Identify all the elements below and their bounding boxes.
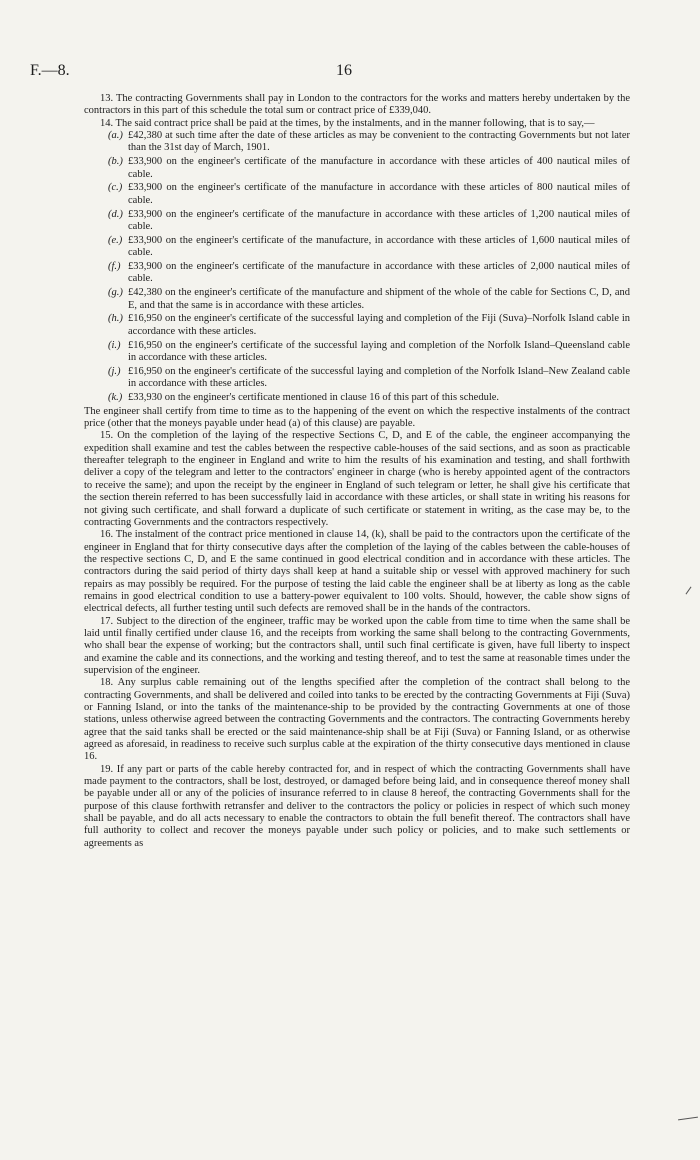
clause-14-intro: 14. The said contract price shall be paid at the times, by the instalments, and in the manner following, that is to say,— <box>100 117 595 129</box>
clause-13: 13. The contracting Governments shall pay in London to the contractors for the works and matters hereby undertaken by the contractors in this part of this schedule the total sum or contract price of £339,040. <box>84 93 630 117</box>
instalment-label: (d.) <box>108 208 123 220</box>
instalment-label: (j.) <box>108 365 121 377</box>
instalment-label: (g.) <box>108 287 123 299</box>
instalment-item <box>84 156 630 181</box>
instalment-item <box>84 235 630 260</box>
instalment-text: £33,900 on the engineer's certificate of the manufacture in accordance with these articles of 1,200 nautical miles of cable. <box>128 208 630 232</box>
instalment-item <box>84 313 630 338</box>
instalment-label: (e.) <box>108 234 123 246</box>
margin-mark <box>686 587 692 595</box>
instalment-label: (f.) <box>108 260 121 272</box>
clause-17: 17. Subject to the direction of the engineer, traffic may be worked upon the cable from time to time when the same shall be laid until finally certified under clause 16, and the receipts from working the same shall belong to the contracting Governments, who shall bear the expense of working; but the contractors shall, until such final certificate is given, have full liberty to inspect and examine the cable and its connections, and the working and testing thereof, and to test the same at reasonable times under the supervision of the engineer. <box>84 615 630 676</box>
instalment-text: £33,900 on the engineer's certificate of the manufacture in accordance with these articles of 400 nautical miles of cable. <box>128 156 630 180</box>
instalment-item <box>84 261 630 286</box>
instalment-label: (c.) <box>108 182 123 194</box>
instalment-item <box>84 392 630 404</box>
instalment-text: £16,950 on the engineer's certificate of the successful laying and completion of the Fiji (Suva)–Norfolk Island cable in accordance with these articles. <box>128 313 630 337</box>
instalment-label: (a.) <box>108 130 123 142</box>
instalment-text: £33,900 on the engineer's certificate of the manufacture in accordance with these articles of 2,000 nautical miles of cable. <box>128 260 630 285</box>
clause-15: 15. On the completion of the laying of the respective Sections C, D, and E of the cable, the engineer accompanying the expedition shall examine and test the cables between the respective cable-houses of the said sections, and as soon as practicable thereafter telegraph to the engineer in England and write to him the results of his examination and testing, and shall forthwith deliver a copy of the telegram and letter to the contractors' engineer in charge (who is hereby appointed agent of the contractors to receive the same); and upon the receipt by the engineer in England of such telegram or letter, he shall give his certificate that the section therein referred to has been successfully laid in accordance with these articles, or shall state in writing his reasons for not giving such certificate, and shall forward a duplicate of such certificate or statement in writing, as the case may be, to the contracting Governments and the contractors respectively. <box>84 430 630 528</box>
page-number: 16 <box>336 62 352 79</box>
clause-16: 16. The instalment of the contract price mentioned in clause 14, (k), shall be paid to the contractors upon the certificate of the engineer in England that for thirty consecutive days after the completion of the laying of the cables between the cable-houses of the respective sections C, D, and E the same continued in good electrical condition and in accordance with these articles. The contractors during the said period of thirty days shall keep at hand a suitable ship or vessel with approved machinery for such repairs as may possibly be required. For the purpose of testing the laid cable the engineer shall be at liberty as long as the cable remains in good electrical condition to use a battery-power equivalent to 100 volts. Should, however, the cable show signs of electrical defects, all further testing until such defects are removed shall be in the hands of the contractors. <box>84 529 630 615</box>
instalment-text: £42,380 on the engineer's certificate of the manufacture and shipment of the whole of the cable for Sections C, D, and E, and that the same is in accordance with these articles. <box>128 287 630 311</box>
instalment-label: (b.) <box>108 156 123 168</box>
instalment-item <box>84 209 630 234</box>
document-body <box>84 93 630 850</box>
clause-19: 19. If any part or parts of the cable hereby contracted for, and in respect of which the contracting Governments shall have made payment to the contractors, shall be lost, destroyed, or damaged before being laid, and in consequence thereof money shall be payable under all or any of the policies of insurance referred to in clause 8 hereof, the contracting Governments shall for the purpose of this clause forthwith retransfer and deliver to the contractors the policy or policies in respect of which such money shall be payable, and do all acts necessary to enable the contractors to obtain the full benefit thereof. The contractors shall have full authority to collect and recover the moneys payable under such policy or policies, and to make such settlements or agreements as <box>84 763 630 849</box>
instalment-item <box>84 182 630 207</box>
instalment-text: £16,950 on the engineer's certificate of the successful laying and completion of the Norfolk Island–New Zealand cable in accordance with these articles. <box>128 365 630 390</box>
instalment-text: £42,380 at such time after the date of these articles as may be convenient to the contracting Governments but not later than the 31st day of March, 1901. <box>128 130 630 154</box>
instalment-text: £33,900 on the engineer's certificate of the manufacture, in accordance with these articles of 1,600 nautical miles of cable. <box>128 234 630 259</box>
instalment-text: £16,950 on the engineer's certificate of the successful laying and completion of the Norfolk Island–Queensland cable in accordance with these articles. <box>128 339 630 363</box>
instalment-text: £33,930 on the engineer's certificate mentioned in clause 16 of this part of this schedule. <box>128 391 500 403</box>
margin-mark <box>678 1117 698 1121</box>
instalment-label: (h.) <box>108 313 123 325</box>
instalment-list <box>84 130 630 404</box>
document-reference: F.—8. <box>30 62 70 79</box>
instalment-item <box>84 130 630 155</box>
instalment-item <box>84 340 630 365</box>
clause-18: 18. Any surplus cable remaining out of the lengths specified after the completion of the contract shall belong to the contracting Governments, and shall be delivered and coiled into tanks to be erected by the contracting Governments at Fiji (Suva) or Fanning Island, or into the tanks of the maintenance-ship to be provided by the contracting Governments at one of those stations, unless otherwise agreed between the contracting Governments and the contractors. The contracting Governments hereby agree that the said tanks shall be erected or the said maintenance-ship shall be at Fiji (Suva) or Fanning Island, or as otherwise agreed as aforesaid, in readiness to receive such surplus cable at the expiration of the thirty consecutive days mentioned in clause 16. <box>84 677 630 763</box>
page-header <box>30 62 670 82</box>
clause-14-certification: The engineer shall certify from time to time as to the happening of the event on which the respective instalments of the contract price (other that the moneys payable under head (a) of this clause) are payable. <box>84 405 630 430</box>
instalment-label: (k.) <box>108 391 123 403</box>
instalment-item <box>84 366 630 391</box>
instalment-item <box>84 287 630 312</box>
instalment-text: £33,900 on the engineer's certificate of the manufacture in accordance with these articles of 800 nautical miles of cable. <box>128 182 630 206</box>
instalment-label: (i.) <box>108 339 121 351</box>
